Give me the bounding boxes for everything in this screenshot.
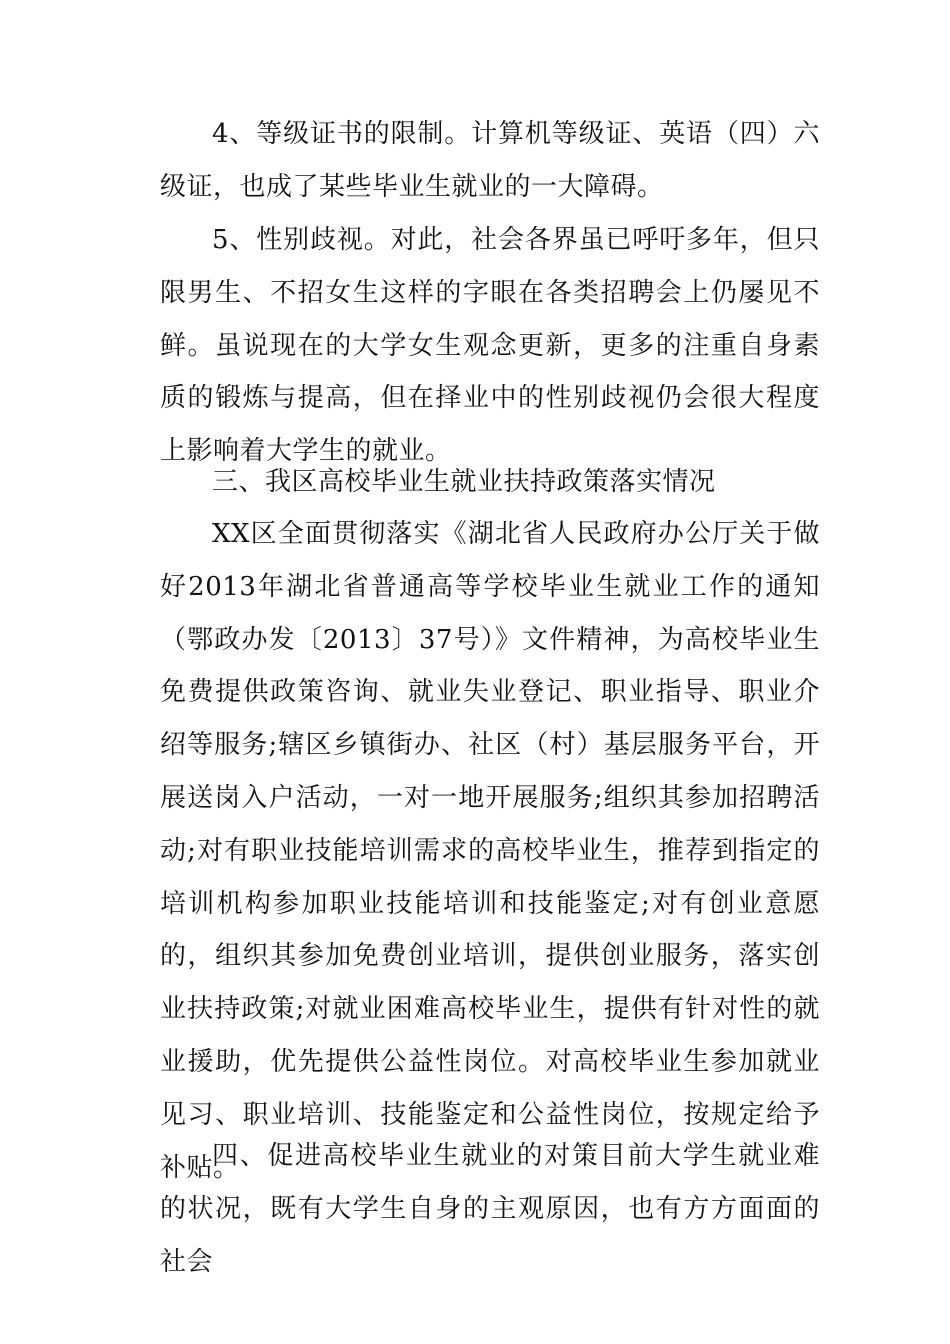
paragraph-countermeasures: 四、促进高校毕业生就业的对策目前大学生就业难的状况，既有大学生自身的主观原因，也有方方面面的社会 [160,1141,820,1277]
paragraph-policy-details: XX区全面贯彻落实《湖北省人民政府办公厅关于做好2013年湖北省普通高等学校毕业生就业工作的通知（鄂政办发〔2013〕37号）》文件精神，为高校毕业生免费提供政策咨询、就业失业登记、职业指导、职业介绍等服务;辖区乡镇街办、社区（村）基层服务平台，开展送岗入户活动，一对一地开展服务;组织其参加招聘活动;对有职业技能培训需求的高校毕业生，推荐到指定的培训机构参加职业技能培训和技能鉴定;对有创业意愿的，组织其参加免费创业培训，提供创业服务，落实创业扶持政策;对就业困难高校毕业生，提供有针对性的就业援助，优先提供公益性岗位。对高校毕业生参加就业见习、职业培训、技能鉴定和公益性岗位，按规定给予补贴。 [160,519,820,1183]
paragraph-certificate-restriction: 4、等级证书的限制。计算机等级证、英语（四）六级证，也成了某些毕业生就业的一大障碍。 [160,119,820,202]
paragraph-gender-discrimination: 5、性别歧视。对此，社会各界虽已呼吁多年，但只限男生、不招女生这样的字眼在各类招聘会上仍屡见不鲜。虽说现在的大学女生观念更新，更多的注重自身素质的锻炼与提高，但在择业中的性别歧视仍会很大程度上影响着大学生的就业。 [160,225,820,467]
section-heading-policy-implementation: 三、我区高校毕业生就业扶持政策落实情况 [212,467,716,497]
